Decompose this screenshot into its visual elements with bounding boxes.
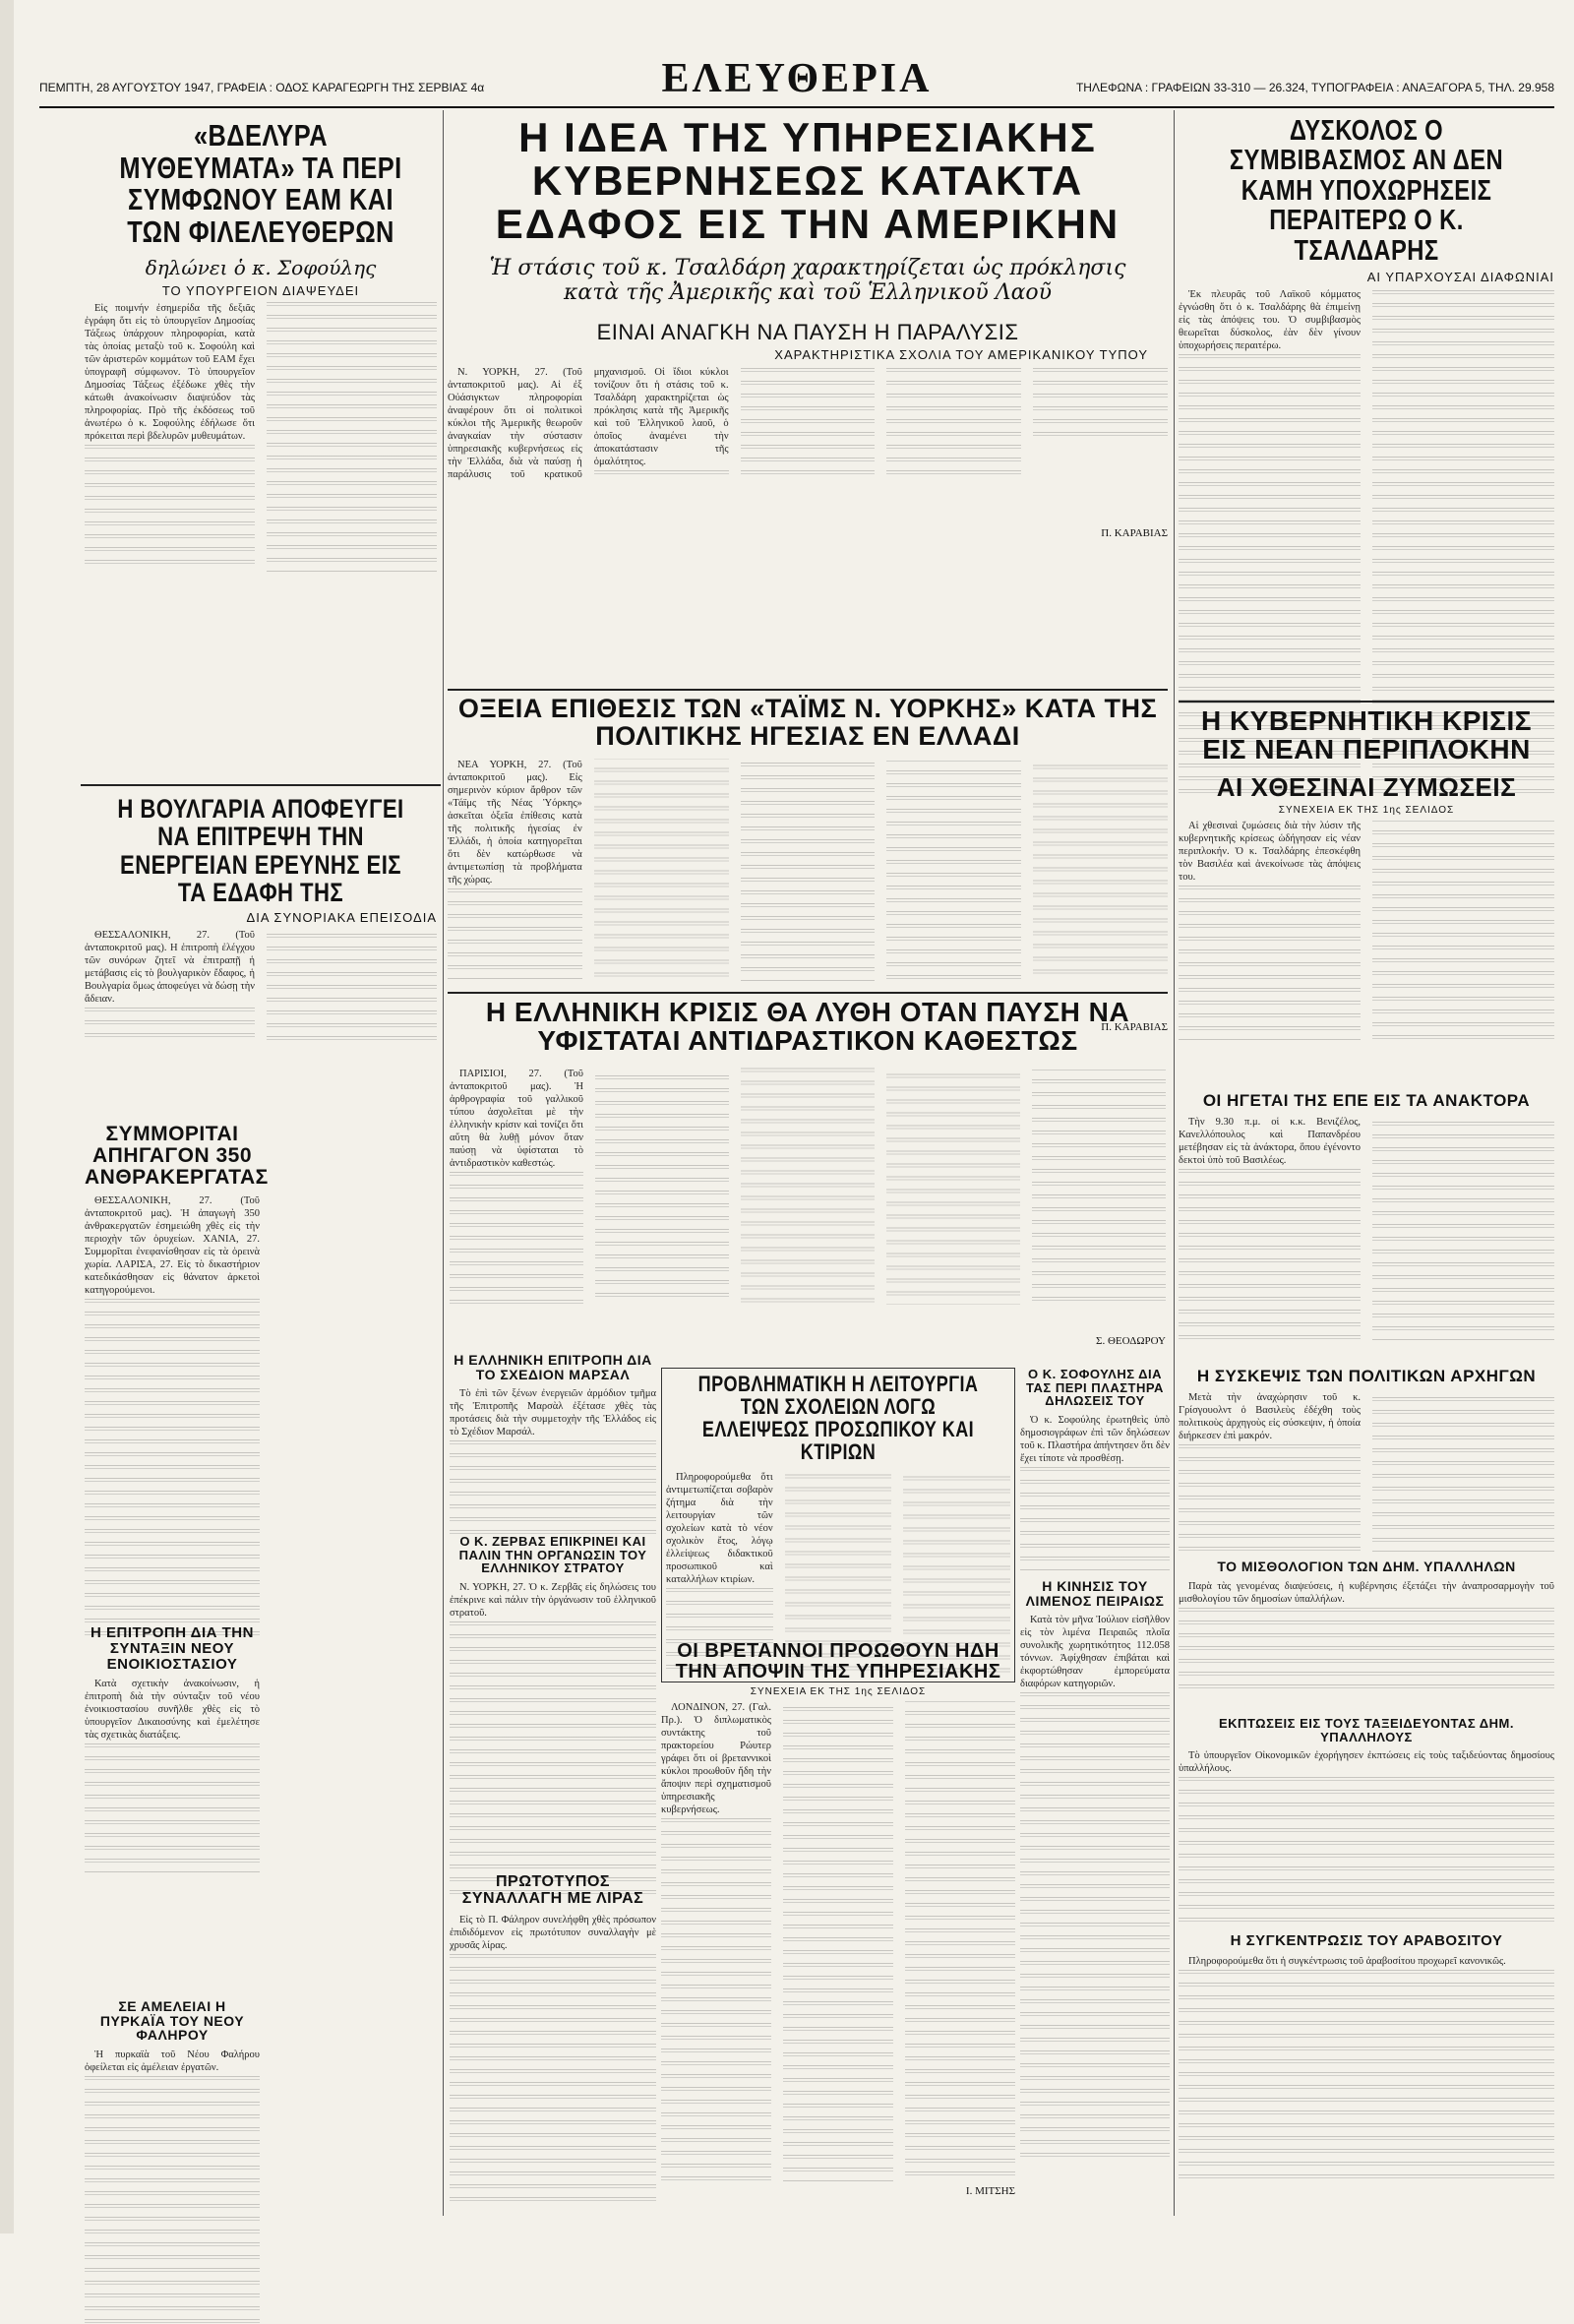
text-lines	[450, 1440, 656, 1535]
headline: Η ΚΥΒΕΡΝΗΤΙΚΗ ΚΡΙΣΙΣ ΕΙΣ ΝΕΑΝ ΠΕΡΙΠΛΟΚΗΝ	[1200, 705, 1533, 765]
lead-subheadline: Ἡ στάσις τοῦ κ. Τσαλδάρη χαρακτηρίζεται ὡς πρόκλησις κατὰ τῆς Ἀμερικῆς καὶ τοῦ Ἑλληνικοῦ Λαοῦ	[489, 256, 1126, 306]
section-rule	[1179, 701, 1554, 703]
headline: ΟΞΕΙΑ ΕΠΙΘΕΣΙΣ ΤΩΝ «ΤΑΪΜΣ Ν. ΥΟΡΚΗΣ» ΚΑΤΑ ΤΗΣ ΠΟΛΙΤΙΚΗΣ ΗΓΕΣΙΑΣ ΕΝ ΕΛΛΑΔΙ	[457, 694, 1158, 752]
article-sofoulis	[85, 120, 437, 701]
lead-article	[448, 116, 1168, 539]
newspaper-title: ΕΛΕΥΘΕΡΙΑ	[661, 56, 933, 101]
headline: Η ΣΥΣΚΕΨΙΣ ΤΩΝ ΠΟΛΙΤΙΚΩΝ ΑΡΧΗΓΩΝ	[1196, 1367, 1537, 1385]
paragraph: Πληροφορούμεθα ὅτι ἡ συγκέντρωσις τοῦ ἀραβοσίτου προχωρεῖ κανονικῶς.	[1188, 1955, 1506, 1967]
headline: ΟΙ ΗΓΕΤΑΙ ΤΗΣ ΕΠΕ ΕΙΣ ΤΑ ΑΝΑΚΤΟΡΑ	[1202, 1091, 1531, 1110]
article-marshall	[450, 1353, 656, 1535]
signature: Π. ΚΑΡΑΒΙΑΣ	[1101, 1020, 1168, 1033]
kicker: ΑΙ ΥΠΑΡΧΟΥΣΑΙ ΔΙΑΦΩΝΙΑΙ	[1366, 270, 1554, 285]
article-army	[450, 1535, 656, 1896]
article-body	[85, 1194, 260, 1637]
headline: ΤΟ ΜΙΣΘΟΛΟΓΙΟΝ ΤΩΝ ΔΗΜ. ΥΠΑΛΛΗΛΩΝ	[1217, 1559, 1516, 1574]
headline: Η ΕΛΛΗΝΙΚΗ ΕΠΙΤΡΟΠΗ ΔΙΑ ΤΟ ΣΧΕΔΙΟΝ ΜΑΡΣΑΛ	[454, 1352, 652, 1382]
text-lines	[1179, 1777, 1554, 1926]
headline: ΔΥΣΚΟΛΟΣ Ο ΣΥΜΒΙΒΑΣΜΟΣ ΑΝ ΔΕΝ ΚΑΜΗ ΥΠΟΧΩΡΗΣΕΙΣ ΠΕΡΑΙΤΕΡΩ Ο Κ. ΤΣΑΛΔΑΡΗΣ	[1229, 115, 1504, 267]
headline: ΣΕ ΑΜΕΛΕΙΑΙ Η ΠΥΡΚΑΪΑ ΤΟΥ ΝΕΟΥ ΦΑΛΗΡΟΥ	[99, 1998, 245, 2044]
masthead	[39, 55, 1554, 108]
headline: ΣΥΜΜΟΡΙΤΑΙ ΑΠΗΓΑΓΟΝ 350 ΑΝΘΡΑΚΕΡΓΑΤΑΣ	[85, 1123, 269, 1190]
signature: Ι. ΜΙΤΣΗΣ	[965, 2185, 1015, 2197]
article-miners	[85, 1123, 269, 1637]
text-lines	[85, 2076, 260, 2324]
article-faliro	[85, 1999, 260, 2324]
article-greek-crisis	[448, 998, 1168, 1056]
paragraph: Εἰς ποιμνήν ἐσημερίδα τῆς δεξιᾶς ἐγράφη ὅτι εἰς τὸ ὑπουργεῖον Δημοσίας Τάξεως ὑπάρχουν πληροφορίαι, κατὰ τὰς ὁποίας μεταξὺ τοῦ κ. Σοφούλη καὶ τῶν ἀριστερῶν κομμάτων τοῦ ΕΑΜ ἔχει ὑπογραφῆ σύμφωνον. Τὸ ὑπουργεῖον Δημοσίας Τάξεως ἐξέδωκε χθὲς τὴν κάτωθι ἀνακοίνωσιν διαψεύδον τὰς πληροφορίας. Πρὸ τῆς ἐκδόσεως τοῦ ἀνωτέρω ὁ κ. Σοφούλης ἐδήλωσε ὅτι πρόκειται περὶ βδελυρῶν μυθευμάτων.	[85, 303, 255, 443]
article-body	[1020, 1614, 1170, 2165]
headline: Η ΒΟΥΛΓΑΡΙΑ ΑΠΟΦΕΥΓΕΙ ΝΑ ΕΠΙΤΡΕΨΗ ΤΗΝ ΕΝΕΡΓΕΙΑΝ ΕΡΕΥΝΗΣ ΕΙΣ ΤΑ ΕΔΑΦΗ ΤΗΣ	[117, 794, 404, 908]
paragraph: Κατὰ σχετικὴν ἀνακοίνωσιν, ἡ ἐπιτροπὴ διὰ τὴν σύνταξιν τοῦ νέου ἐνοικιοστασίου συνῆλθε χθὲς εἰς τὸ ὑπουργεῖον Δικαιοσύνης καὶ ἐμελέτησε τὰς σχετικὰς διατάξεις.	[85, 1679, 260, 1742]
article-tsaldaris	[1179, 116, 1554, 800]
article-body	[1020, 1414, 1170, 1571]
article-rent	[85, 1625, 260, 1874]
article-leaders	[1179, 1368, 1554, 1554]
article-british	[661, 1641, 1015, 2197]
text-lines	[450, 1954, 656, 2209]
paragraph: Ν. ΥΟΡΚΗ, 27. (Τοῦ ἀνταποκριτοῦ μας). Αἱ ἐξ Οὐάσιγκτων πληροφορίαι ἀναφέρουν ὅτι οἱ πολιτικοὶ κύκλοι τῆς Ἀμερικῆς θεωροῦν ἀναγκαίαν τὴν σύστασιν ὑπηρεσιακῆς κυβερνήσεως εἰς τὴν Ἑλλάδα, διὰ νὰ παύσῃ ἡ παράλυσις τοῦ κρατικοῦ μηχανισμοῦ. Οἱ ἴδιοι κύκλοι τονίζουν ὅτι ἡ στάσις τοῦ κ. Τσαλδάρη χαρακτηρίζεται ὡς πρόκλησις κατὰ τῆς Ἀμερικῆς καὶ τοῦ Ἑλληνικοῦ λαοῦ, ὁ ὁποῖος ἀναμένει τὴν ἀποκατάστασιν τῆς ὁμαλότητος.	[448, 367, 729, 481]
paragraph: Ἐκ πλευρᾶς τοῦ Λαϊκοῦ κόμματος ἐγνώσθη ὅτι ὁ κ. Τσαλδάρης θὰ ἐπιμείνῃ εἰς τὰς ἀπόψεις του. Ὁ συμβιβασμὸς θεωρεῖται δύσκολος, ἐὰν δὲν γίνουν ὑποχωρήσεις περαιτέρω.	[1179, 289, 1361, 352]
headline: ΟΙ ΒΡΕΤΑΝΝΟΙ ΠΡΟΩΘΟΥΝ ΗΔΗ ΤΗΝ ΑΠΟΨΙΝ ΤΗΣ ΥΠΗΡΕΣΙΑΚΗΣ	[675, 1640, 1001, 1682]
article-body	[450, 1387, 656, 1535]
headline: Η ΕΛΛΗΝΙΚΗ ΚΡΙΣΙΣ ΘΑ ΛΥΘΗ ΟΤΑΝ ΠΑΥΣΗ ΝΑ ΥΦΙΣΤΑΤΑΙ ΑΝΤΙΔΡΑΣΤΙΚΟΝ ΚΑΘΕΣΤΩΣ	[485, 997, 1130, 1057]
paragraph: ΘΕΣΣΑΛΟΝΙΚΗ, 27. (Τοῦ ἀνταποκριτοῦ μας). Ἡ ἀπαγωγὴ 350 ἀνθρακεργατῶν ἐσημειώθη χθὲς εἰς τὴν περιοχὴν τῶν ὀρυχείων. ΧΑΝΙΑ, 27. Συμμορῖται ἐνεφανίσθησαν εἰς τὰ ὀρεινὰ χωρία. ΛΑΡΙΣΑ, 27. Εἰς τὸ δικαστήριον κατεδικάσθησαν εἰς θάνατον ἀρκετοὶ κατηγορούμενοι.	[85, 1195, 260, 1297]
article-body	[1179, 1749, 1554, 1926]
paragraph: Παρὰ τὰς γενομένας διαψεύσεις, ἡ κυβέρνησις ἐξετάζει τὴν ἀναπροσαρμογὴν τοῦ μισθολογίου τῶν δημοσίων ὑπαλλήλων.	[1179, 1580, 1554, 1605]
headline: ΠΡΟΒΛΗΜΑΤΙΚΗ Η ΛΕΙΤΟΥΡΓΙΑ ΤΩΝ ΣΧΟΛΕΙΩΝ ΛΟΓΩ ΕΛΛΕΙΨΕΩΣ ΠΡΟΣΩΠΙΚΟΥ ΚΑΙ ΚΤΙΡΙΩΝ	[697, 1372, 979, 1465]
article-schools	[661, 1368, 1015, 1682]
column-rule	[1174, 110, 1175, 2216]
article-body	[450, 1914, 656, 2209]
kicker: ΔΙΑ ΣΥΝΟΡΙΑΚΑ ΕΠΕΙΣΟΔΙΑ	[246, 910, 437, 926]
article-body	[85, 302, 437, 701]
dateline: ΠΕΜΠΤΗ, 28 ΑΥΓΟΥΣΤΟΥ 1947, ΓΡΑΦΕΙΑ : ΟΔΟΣ ΚΑΡΑΓΕΩΡΓΗ ΤΗΣ ΣΕΡΒΙΑΣ 4α	[39, 81, 485, 94]
paragraph: Τὸ ὑπουργεῖον Οἰκονομικῶν ἐχορήγησεν ἐκπτώσεις εἰς τοὺς ταξιδεύοντας δημοσίους ὑπαλλήλους.	[1179, 1750, 1554, 1775]
section-rule	[448, 689, 1168, 691]
article-bulgaria	[85, 795, 437, 1074]
text-lines	[450, 1621, 656, 1896]
signature: Π. ΚΑΡΑΒΙΑΣ	[1101, 527, 1168, 540]
article-pounds	[450, 1874, 656, 2209]
lead-headline: Η ΙΔΕΑ ΤΗΣ ΥΠΗΡΕΣΙΑΚΗΣ ΚΥΒΕΡΝΗΣΕΩΣ ΚΑΤΑΚΤΑ ΕΔΑΦΟΣ ΕΙΣ ΤΗΝ ΑΜΕΡΙΚΗΝ	[495, 114, 1120, 248]
headline: Ο Κ. ΣΟΦΟΥΛΗΣ ΔΙΑ ΤΑΣ ΠΕΡΙ ΠΛΑΣΤΗΡΑ ΔΗΛΩΣΕΙΣ ΤΟΥ	[1026, 1367, 1164, 1409]
paragraph: ΛΟΝΔΙΝΟΝ, 27. (Γαλ. Πρ.). Ὁ διπλωματικὸς συντάκτης τοῦ πρακτορείου Ρώυτερ γράφει ὅτι οἱ βρεταννικοὶ κύκλοι προωθοῦν ἤδη τὴν ἄποψιν περὶ σχηματισμοῦ ὑπηρεσιακῆς κυβερνήσεως.	[661, 1702, 771, 1815]
deck: ΑΙ ΧΘΕΣΙΝΑΙ ΖΥΜΩΣΕΙΣ	[1216, 771, 1517, 802]
headline: Η ΚΙΝΗΣΙΣ ΤΟΥ ΛΙΜΕΝΟΣ ΠΕΙΡΑΙΩΣ	[1025, 1578, 1165, 1609]
text-lines	[1179, 1608, 1554, 1693]
article-bread	[1179, 1933, 1554, 2181]
lead-body	[448, 366, 1168, 525]
article-body	[1179, 1116, 1554, 1342]
article-times	[448, 695, 1168, 1033]
paragraph: ΘΕΣΣΑΛΟΝΙΚΗ, 27. (Τοῦ ἀνταποκριτοῦ μας). Η ἐπιτροπὴ ἐλέγχου τῶν συνόρων ζητεῖ νὰ ἐπιτραπῇ ἡ μετάβασις εἰς τὸ βουλγαρικὸν ἔδαφος, ἡ Βουλγαρία ὅμως ἀποφεύγει νὰ δώσῃ τὴν ἄδειαν.	[85, 930, 255, 1006]
paragraph: Κατὰ τὸν μῆνα Ἰούλιον εἰσῆλθον εἰς τὸν λιμένα Πειραιῶς πλοῖα συνολικῆς χωρητικότητος 112.058 τόννων. Ἀφίχθησαν ἐπιβάται καὶ ἐκφορτώθησαν ἐμπορεύματα διαφόρων κατηγοριῶν.	[1020, 1615, 1170, 1690]
section-rule	[448, 992, 1168, 994]
text-lines	[1179, 1970, 1554, 2181]
article-body	[450, 1068, 1166, 1333]
article-body	[661, 1701, 1015, 2183]
article-body	[85, 2049, 260, 2324]
paragraph: Εἰς τὸ Π. Φάληρον συνελήφθη χθὲς πρόσωπον ἐπιδιδόμενον εἰς πρωτότυπον συναλλαγὴν μὲ χρυσᾶς λίρας.	[450, 1914, 656, 1951]
paragraph: Ν. ΥΟΡΚΗ, 27. Ὁ κ. Ζερβᾶς εἰς δηλώσεις του ἐπέκρινε καὶ πάλιν τὴν ὀργάνωσιν τοῦ ἑλληνικοῦ στρατοῦ.	[450, 1581, 656, 1619]
article-body	[85, 929, 437, 1074]
article-travel	[1179, 1717, 1554, 1926]
paragraph: ΝΕΑ ΥΟΡΚΗ, 27. (Τοῦ ἀνταποκριτοῦ μας). Εἰς σημερινὸν κύριον ἄρθρον τῶν «Τάϊμς τῆς Νέας Ὑόρκης» ἀσκεῖται ὀξεῖα ἐπίθεσις κατὰ τῆς πολιτικῆς ἡγεσίας ἐν Ἑλλάδι, ἡ ὁποία κατηγορεῖται ὅτι δὲν κατώρθωσε νὰ ἀντιμετωπίσῃ τὰ προβλήματα τῆς χώρας.	[448, 759, 582, 886]
article-palace	[1179, 1092, 1554, 1342]
headline: ΕΚΠΤΩΣΕΙΣ ΕΙΣ ΤΟΥΣ ΤΑΞΕΙΔΕΥΟΝΤΑΣ ΔΗΜ. ΥΠΑΛΛΗΛΟΥΣ	[1219, 1716, 1514, 1744]
column-rule	[443, 110, 444, 2216]
headline: «ΒΔΕΛΥΡΑ ΜΥΘΕΥΜΑΤΑ» ΤΑ ΠΕΡΙ ΣΥΜΦΩΝΟΥ ΕΑΜ ΚΑΙ ΤΩΝ ΦΙΛΕΛΕΥΘΕΡΩΝ	[119, 118, 402, 249]
article-body	[448, 759, 1168, 1019]
paragraph: ΠΑΡΙΣΙΟΙ, 27. (Τοῦ ἀνταποκριτοῦ μας). Ἡ ἀρθρογραφία τοῦ γαλλικοῦ τύπου ἀσχολεῖται μὲ τὴν ἑλληνικὴν κρίσιν καὶ τονίζει ὅτι αὕτη θὰ λυθῇ μόνον ὅταν παύσῃ νὰ ὑφίσταται τὸ ἀντιδραστικὸν καθεστώς.	[450, 1069, 583, 1169]
article-body	[1179, 1580, 1554, 1693]
paragraph: Τὸ ἐπὶ τῶν ξένων ἐνεργειῶν ἀρμόδιον τμῆμα τῆς Ἐπιτροπῆς Μαρσὰλ ἐξέτασε χθὲς τὰς προτάσεις διὰ τὴν συμμετοχὴν τῆς Ἑλλάδος εἰς τὸ Σχέδιον Μαρσάλ.	[450, 1388, 656, 1438]
signature: Σ. ΘΕΟΔΩΡΟΥ	[1096, 1335, 1166, 1347]
contact-line: ΤΗΛΕΦΩΝΑ : ΓΡΑΦΕΙΩΝ 33-310 — 26.324, ΤΥΠΟΓΡΑΦΕΙΑ : ΑΝΑΞΑΓΟΡΑ 5, ΤΗΛ. 29.958	[1075, 81, 1554, 94]
kicker: ΤΟ ΥΠΟΥΡΓΕΙΟΝ ΔΙΑΨΕΥΔΕΙ	[161, 283, 360, 299]
greek-crisis-body	[450, 1068, 1166, 1348]
paragraph: Ὁ κ. Σοφούλης ἐρωτηθεὶς ὑπὸ δημοσιογράφων ἐπὶ τῶν δηλώσεων τοῦ κ. Πλαστήρα ἀπήντησεν ὅτι δὲν ἔχει τίποτε νὰ προσθέσῃ.	[1020, 1414, 1170, 1464]
kicker: ΣΥΝΕΧΕΙΑ ΕΚ ΤΗΣ 1ης ΣΕΛΙΔΟΣ	[1278, 805, 1455, 817]
text-lines	[85, 1299, 260, 1637]
headline: ΠΡΩΤΟΤΥΠΟΣ ΣΥΝΑΛΛΑΓΗ ΜΕ ΛΙΡΑΣ	[461, 1873, 644, 1907]
kicker: ΣΥΝΕΧΕΙΑ ΕΚ ΤΗΣ 1ης ΣΕΛΙΔΟΣ	[750, 1686, 927, 1697]
section-rule	[81, 784, 441, 786]
article-salary	[1179, 1560, 1554, 1693]
headline: Ο Κ. ΖΕΡΒΑΣ ΕΠΙΚΡΙΝΕΙ ΚΑΙ ΠΑΛΙΝ ΤΗΝ ΟΡΓΑΝΩΣΙΝ ΤΟΥ ΕΛΛΗΝΙΚΟΥ ΣΤΡΑΤΟΥ	[458, 1534, 647, 1576]
subheadline: δηλώνει ὁ κ. Σοφούλης	[145, 256, 377, 280]
text-lines	[1020, 1467, 1170, 1571]
paragraph: Αἱ χθεσιναὶ ζυμώσεις διὰ τὴν λύσιν τῆς κυβερνητικῆς κρίσεως ὡδήγησαν εἰς νέαν περιπλοκήν. Ὁ κ. Τσαλδάρης ἐπεσκέφθη τὸν Βασιλέα καὶ ἀνεκοίνωσε τὰς ἀπόψεις του.	[1179, 821, 1361, 884]
paragraph: Τὴν 9.30 π.μ. οἱ κ.κ. Βενιζέλος, Κανελλόπουλος καὶ Παπανδρέου μετέβησαν εἰς τὰ ἀνάκτορα, ὅπου ἐγένοντο δεκτοὶ ὑπὸ τοῦ Βασιλέως.	[1179, 1116, 1361, 1166]
article-body	[85, 1678, 260, 1874]
paragraph: Πληροφορούμεθα ὅτι ἀντιμετωπίζεται σοβαρὸν ζήτημα διὰ τὴν λειτουργίαν τῶν σχολείων κατὰ τὸ νέον σχολικὸν ἔτος, λόγῳ ἐλλείψεως διδακτικοῦ προσωπικοῦ καὶ καταλλήλων κτιρίων.	[666, 1472, 773, 1586]
article-body	[450, 1581, 656, 1896]
text-lines	[85, 1743, 260, 1874]
text-lines	[1020, 1692, 1170, 2165]
paragraph: Μετὰ τὴν ἀναχώρησιν τοῦ κ. Γρίσγουολντ ὁ Βασιλεὺς ἐδέχθη τοὺς πολιτικοὺς ἀρχηγοὺς εἰς σύσκεψιν, ἡ ὁποία διήρκεσεν ἐπὶ μακρόν.	[1179, 1391, 1361, 1441]
article-piraeus	[1020, 1579, 1170, 2165]
paragraph: Ἡ πυρκαϊὰ τοῦ Νέου Φαλήρου ὀφείλεται εἰς ἀμέλειαν ἐργατῶν.	[85, 2049, 260, 2074]
headline: Η ΕΠΙΤΡΟΠΗ ΔΙΑ ΤΗΝ ΣΥΝΤΑΞΙΝ ΝΕΟΥ ΕΝΟΙΚΙΟΣΤΑΣΙΟΥ	[91, 1624, 254, 1673]
lead-deck: ΕΙΝΑΙ ΑΝΑΓΚΗ ΝΑ ΠΑΥΣΗ Η ΠΑΡΑΛΥΣΙΣ	[596, 320, 1019, 345]
article-body	[1179, 820, 1554, 1041]
article-body	[1179, 1391, 1554, 1554]
article-body	[1179, 1955, 1554, 2181]
article-sofoulis-statement	[1020, 1368, 1170, 1571]
lead-kicker: ΧΑΡΑΚΤΗΡΙΣΤΙΚΑ ΣΧΟΛΙΑ ΤΟΥ ΑΜΕΡΙΚΑΝΙΚΟΥ ΤΥΠΟΥ	[774, 347, 1148, 363]
article-gov-crisis	[1179, 706, 1554, 1041]
headline: Η ΣΥΓΚΕΝΤΡΩΣΙΣ ΤΟΥ ΑΡΑΒΟΣΙΤΟΥ	[1230, 1932, 1503, 1949]
